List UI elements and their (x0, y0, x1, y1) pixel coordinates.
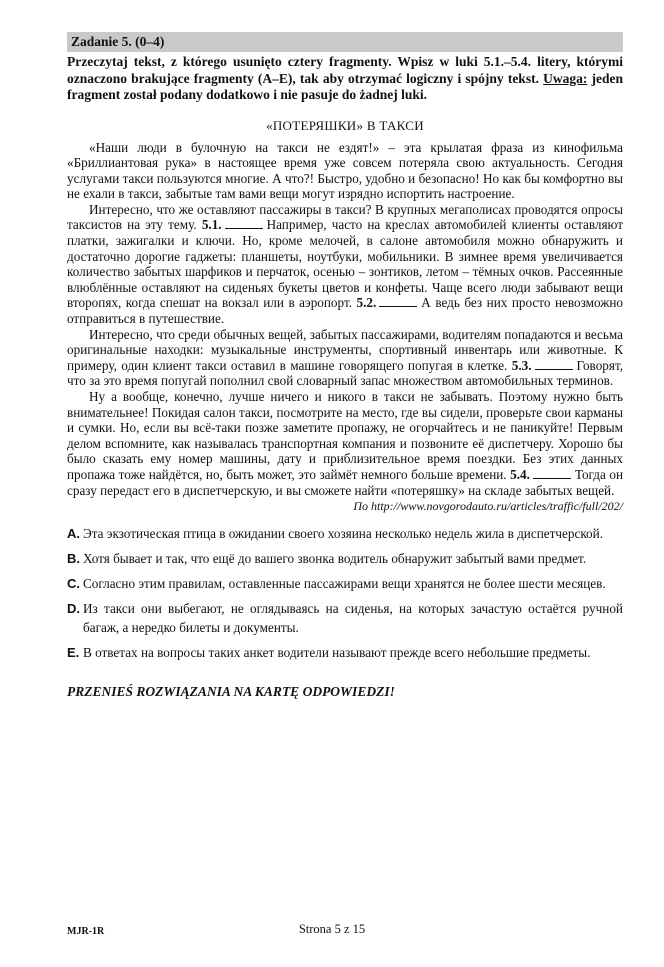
page-number: Strona 5 z 15 (298, 922, 366, 936)
task-header: Zadanie 5. (0–4) (67, 32, 623, 52)
paragraph-2-part-b: Например, часто на креслах автомобилей клиенты оставляют платки, зажигалки и ключи. Но, кроме мелочей, в салоне автомобиля можно обнаружить и достаточно дорогие гаджеты: планшеты, ноутбуки, мобильники. В зимнее время увеличивается количество забытых шарфиков и перчаток, осенью – зонтиков, летом – тёмных очков. Рассеянные влюблённые оставляют на сиденьях букеты цветов и конфеты. Чаще всего люди забывают вещи второпях, когда спешат на вокзал или в аэропорт. (67, 217, 623, 311)
transfer-instruction: PRZENIEŚ ROZWIĄZANIA NA KARTĘ ODPOWIEDZI! (67, 684, 395, 700)
option-d (67, 599, 623, 637)
paragraph-3-part-a: Интересно, что среди обычных вещей, забытых пассажирами, водителям попадаются и весьма оригинальные находки: музыкальные инструменты, спортивный инвентарь или животные. К примеру, один клиент такси оставил в машине говорящего попугая в клетке. (67, 326, 623, 373)
note-text: jeden fragment został podany dodatkowo i nie pasuje do żadnej luki. (67, 70, 624, 102)
note-label: Uwaga: (543, 70, 588, 86)
paragraph-3-part-b: Говорят, что за это время попугай пополнил свой словарный запас множеством автомобильных терминов. (67, 357, 624, 389)
exam-code: MJR-1R (67, 926, 105, 937)
paragraph-4-part-a: Ну а вообще, конечно, лучше ничего и никого в такси не забывать. Поэтому нужно быть внимательнее! Покидая салон такси, посмотрите на место, где вы сидели, проверьте свои карманы и сумки. Но, если вы всё-таки позже заметите пропажу, не огорчайтесь и не паникуйте! Первым делом вспомните, как называлась транспортная компания и позвоните её диспетчеру. Хорошо бы было сказать ему номер машины, дату и приблизительное время поездки. Без этих данных пропажа тоже найдётся, но, быть может, это займёт немного больше времени. (67, 389, 623, 482)
paragraph-4-part-b: Тогда он сразу передаст его в диспетчерскую, и вы сможете найти «потеряшку» на складе забытых вещей. (67, 466, 624, 498)
paragraph-4 (67, 389, 623, 498)
exam-page (67, 32, 623, 700)
option-e (67, 643, 623, 662)
source-citation: По http://www.novgorodauto.ru/articles/traffic/full/202/ (353, 499, 623, 514)
paragraph-1: «Наши люди в булочную на такси не ездят!» – эта крылатая фраза из кинофильма «Бриллиантовая рука» в настоящее время уже совсем потеряла свою актуальность. Сегодня услугами такси пользуются многие. А что?! Быстро, удобно и безопасно! Но как бы комфортно вы не ехали в такси, забытые там вами вещи могут изрядно испортить настроение. (67, 139, 623, 202)
option-letter: C. (67, 576, 80, 592)
option-letter: A. (67, 526, 80, 542)
article-title: «ПОТЕРЯШКИ» В ТАКСИ (266, 117, 424, 133)
option-text: Хотя бывает и так, что ещё до вашего звонка водитель обнаружит забытый вами предмет. (83, 551, 587, 567)
option-letter: B. (67, 551, 80, 567)
option-a (67, 524, 623, 543)
option-b (67, 549, 623, 568)
gap-label-5-3: 5.3. (511, 357, 532, 373)
option-text: Эта экзотическая птица в ожидании своего хозяина несколько недель жила в диспетчерской. (83, 526, 604, 542)
gap-blank-5-3[interactable] (535, 358, 573, 370)
gap-blank-5-1[interactable] (225, 217, 263, 229)
gap-label-5-4: 5.4. (510, 466, 530, 482)
paragraph-2-part-a: Интересно, что же оставляют пассажиры в такси? В крупных мегаполисах проводятся опросы таксистов на эту тему. (67, 201, 623, 233)
paragraph-2-part-c: А ведь без них просто невозможно отправиться в путешествие. (67, 295, 623, 327)
paragraph-3 (67, 327, 623, 389)
gap-label-5-1: 5.1. (201, 217, 222, 233)
gap-blank-5-2[interactable] (379, 295, 417, 307)
option-letter: E. (67, 645, 80, 661)
option-text: Согласно этим правилам, оставленные пассажирами вещи хранятся не более шести месяцев. (83, 576, 606, 592)
task-instruction (67, 54, 623, 104)
gap-blank-5-4[interactable] (533, 467, 571, 479)
option-text: В ответах на вопросы таких анкет водители называют прежде всего небольшие предметы. (83, 645, 591, 661)
option-text: Из такси они выбегают, не оглядываясь на сиденья, на которых зачастую остаётся ручной багаж, а нередко билеты и документы. (83, 601, 623, 636)
option-letter: D. (67, 601, 80, 617)
gap-label-5-2: 5.2. (356, 295, 377, 311)
instruction-text: Przeczytaj tekst, z którego usunięto cztery fragmenty. Wpisz w luki 5.1.–5.4. litery, którymi oznaczono brakujące fragmenty (A–E), tak aby otrzymać logiczny i spójny tekst. (67, 54, 623, 86)
answer-options (67, 524, 623, 662)
option-c (67, 574, 623, 593)
paragraph-2 (67, 202, 623, 327)
